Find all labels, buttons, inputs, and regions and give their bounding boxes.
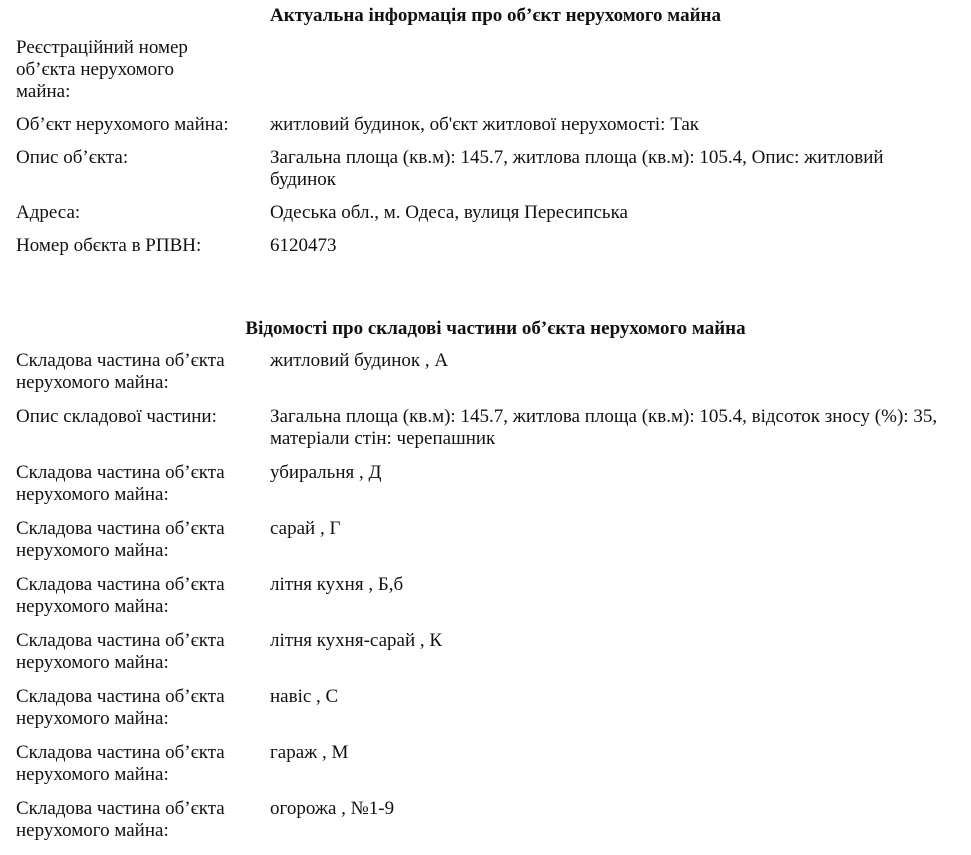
component-row bbox=[0, 630, 971, 674]
info-label: Номер обєкта в РПВН: bbox=[16, 235, 202, 256]
component-value: житловий будинок , А bbox=[270, 350, 449, 371]
info-value bbox=[270, 37, 940, 103]
component-row bbox=[0, 574, 971, 618]
info-value: Одеська обл., м. Одеса, вулиця Пересипська bbox=[270, 202, 628, 223]
component-label: Складова частина об’єкта нерухомого майна: bbox=[16, 350, 225, 393]
component-value: Загальна площа (кв.м): 145.7, житлова площа (кв.м): 105.4, відсоток зносу (%): 35, матеріали стін: черепашник bbox=[270, 406, 938, 449]
info-row-object bbox=[0, 114, 971, 136]
component-label: Складова частина об’єкта нерухомого майна: bbox=[16, 518, 225, 561]
component-label: Складова частина об’єкта нерухомого майна: bbox=[16, 742, 225, 785]
info-row-registration-number bbox=[0, 37, 971, 103]
info-value: житловий будинок, об'єкт житлової нерухомості: Так bbox=[270, 114, 700, 135]
component-value: убиральня , Д bbox=[270, 462, 382, 483]
component-value: навіс , С bbox=[270, 686, 339, 707]
component-label: Складова частина об’єкта нерухомого майна: bbox=[16, 462, 225, 505]
component-label: Складова частина об’єкта нерухомого майна: bbox=[16, 630, 225, 673]
section-title-current-info: Актуальна інформація про об’єкт нерухомого майна bbox=[269, 5, 722, 26]
component-label: Складова частина об’єкта нерухомого майна: bbox=[16, 686, 225, 729]
component-row bbox=[0, 350, 971, 394]
component-description-row bbox=[0, 406, 971, 450]
component-value: гараж , М bbox=[270, 742, 349, 763]
component-label: Опис складової частини: bbox=[16, 406, 217, 427]
component-label: Складова частина об’єкта нерухомого майна: bbox=[16, 798, 225, 841]
component-row bbox=[0, 798, 971, 842]
current-info-table bbox=[0, 37, 971, 268]
component-value: літня кухня , Б,б bbox=[270, 574, 404, 595]
components-table bbox=[0, 350, 971, 854]
component-row bbox=[0, 742, 971, 786]
section-title-components: Відомості про складові частини об’єкта нерухомого майна bbox=[245, 318, 746, 339]
info-label: Адреса: bbox=[16, 202, 81, 223]
component-label: Складова частина об’єкта нерухомого майна: bbox=[16, 574, 225, 617]
info-row-address bbox=[0, 202, 971, 224]
info-label: Реєстраційний номер об’єкта нерухомого майна: bbox=[16, 37, 188, 102]
component-row bbox=[0, 462, 971, 506]
info-row-rpvn-number bbox=[0, 235, 971, 257]
info-value: Загальна площа (кв.м): 145.7, житлова площа (кв.м): 105.4, Опис: житловий будинок bbox=[270, 147, 884, 190]
component-value: сарай , Г bbox=[270, 518, 341, 539]
component-row bbox=[0, 686, 971, 730]
component-row bbox=[0, 518, 971, 562]
component-value: літня кухня-сарай , К bbox=[270, 630, 443, 651]
info-label: Опис об’єкта: bbox=[16, 147, 129, 168]
info-label: Об’єкт нерухомого майна: bbox=[16, 114, 229, 135]
component-value: огорожа , №1-9 bbox=[270, 798, 395, 819]
info-value: 6120473 bbox=[270, 235, 337, 256]
info-row-description bbox=[0, 147, 971, 191]
